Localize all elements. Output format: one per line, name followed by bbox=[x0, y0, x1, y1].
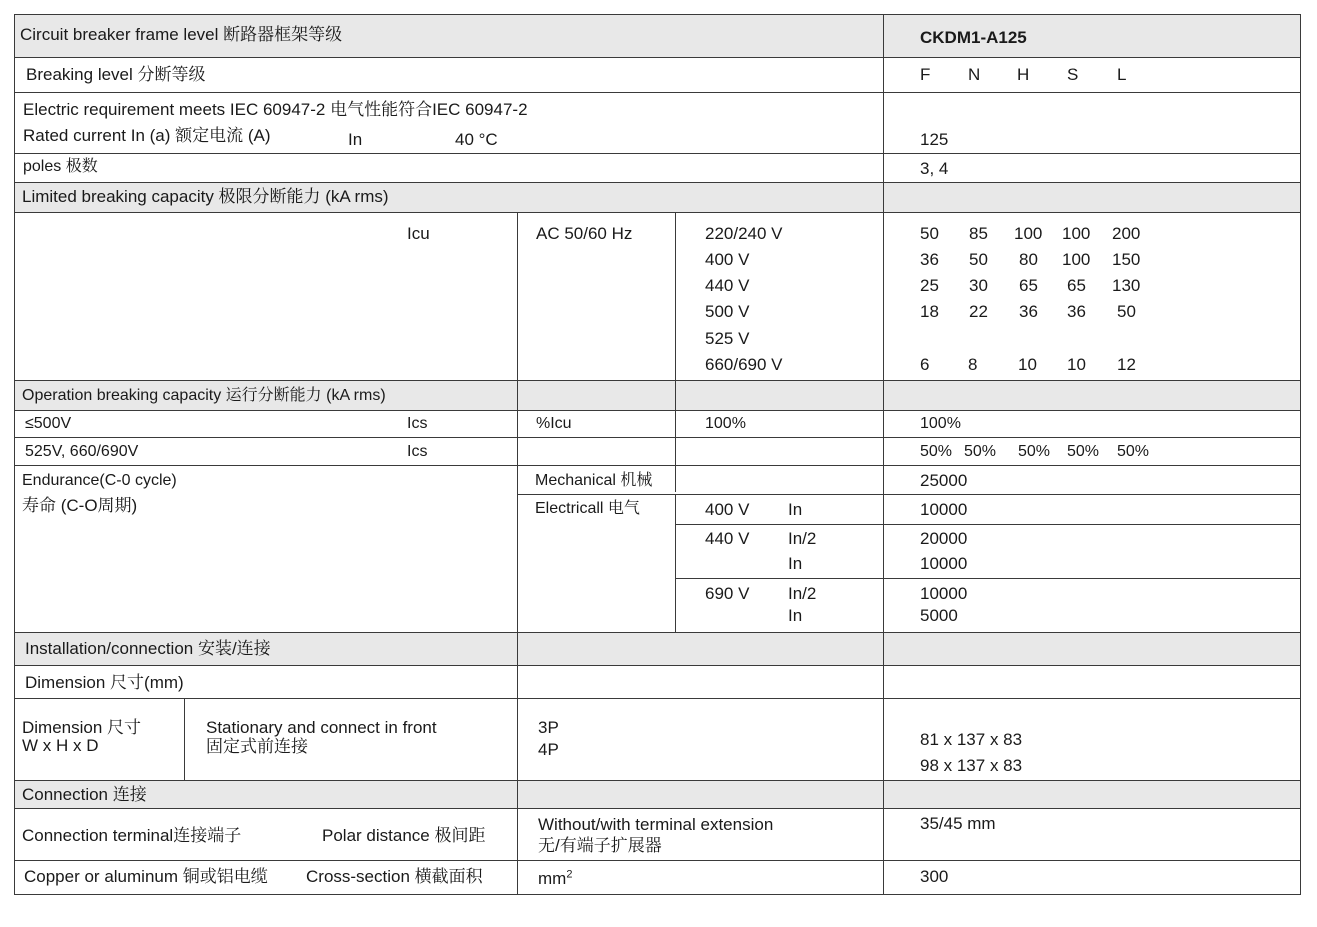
cross-section-label: Cross-section 横截面积 bbox=[306, 867, 483, 886]
electrical-label: Electricall 电气 bbox=[535, 500, 640, 517]
h-line bbox=[14, 808, 1301, 809]
endurance-v440-in-value: 10000 bbox=[920, 554, 968, 573]
ics-row2-value: 50% bbox=[1018, 443, 1051, 460]
h-line bbox=[14, 14, 1301, 15]
icu-value: 65 bbox=[1067, 276, 1086, 295]
endurance-v690-in: In bbox=[788, 606, 803, 625]
icu-value: 18 bbox=[920, 302, 939, 321]
h-line bbox=[14, 182, 1301, 183]
endurance-v400-value: 10000 bbox=[920, 500, 968, 519]
icu-value: 6 bbox=[920, 355, 930, 374]
icu-value: 65 bbox=[1019, 276, 1038, 295]
icu-value: 10 bbox=[1067, 355, 1086, 374]
voltage: 660/690 V bbox=[705, 355, 783, 374]
rated-current-label: Rated current In (a) 额定电流 (A) bbox=[23, 126, 271, 145]
icu-value: 100 bbox=[1062, 250, 1091, 269]
h-line bbox=[14, 780, 1301, 781]
connection-row-bg bbox=[14, 780, 1301, 808]
breaking-level-F: F bbox=[920, 65, 931, 84]
ics-row1-pct: 100% bbox=[705, 415, 746, 432]
h-line bbox=[675, 578, 1301, 579]
poles-value: 3, 4 bbox=[920, 159, 949, 178]
operation-breaking-label: Operation breaking capacity 运行分断能力 (kA rms) bbox=[22, 387, 386, 404]
dimension-desc-line2: 固定式前连接 bbox=[206, 737, 308, 756]
icu-value: 36 bbox=[920, 250, 939, 269]
rated-current-in: In bbox=[348, 130, 363, 149]
ics-row2-value: 50% bbox=[1117, 443, 1150, 460]
cross-section-value: 300 bbox=[920, 867, 949, 886]
icu-value: 30 bbox=[969, 276, 988, 295]
v-line bbox=[184, 698, 185, 780]
icu-value: 200 bbox=[1112, 224, 1141, 243]
dimension-label-line1: Dimension 尺寸 bbox=[22, 718, 142, 737]
endurance-v690-in2: In/2 bbox=[788, 584, 817, 603]
ics-row2-value: 50% bbox=[920, 443, 953, 460]
terminal-extension-line1: Without/with terminal extension bbox=[538, 815, 774, 834]
polar-distance-label: Polar distance 极间距 bbox=[322, 826, 486, 845]
h-line bbox=[14, 437, 1301, 438]
h-line bbox=[14, 860, 1301, 861]
h-line bbox=[14, 632, 1301, 633]
icu-value: 50 bbox=[920, 224, 939, 243]
cross-section-unit-base: mm bbox=[538, 869, 567, 888]
ics-row2-label: 525V, 660/690V bbox=[25, 443, 139, 460]
ics-row1-unit: %Icu bbox=[536, 415, 572, 432]
dimension-label-line2: W x H x D bbox=[22, 736, 99, 755]
icu-value: 36 bbox=[1067, 302, 1086, 321]
v-line bbox=[675, 212, 676, 492]
ics-row2-ics: Ics bbox=[407, 443, 428, 460]
h-line bbox=[14, 465, 1301, 466]
electric-requirement: Electric requirement meets IEC 60947-2 电气性能符合IEC 60947-2 bbox=[23, 100, 528, 119]
icu-value: 22 bbox=[969, 302, 988, 321]
voltage: 500 V bbox=[705, 302, 750, 321]
mechanical-value: 25000 bbox=[920, 471, 968, 490]
dimension-4p-value: 98 x 137 x 83 bbox=[920, 756, 1023, 775]
h-line bbox=[14, 153, 1301, 154]
endurance-v440-in2-value: 20000 bbox=[920, 529, 968, 548]
h-line bbox=[14, 698, 1301, 699]
endurance-v690-in2-value: 10000 bbox=[920, 584, 968, 603]
endurance-v690: 690 V bbox=[705, 584, 750, 603]
terminal-extension-line2: 无/有端子扩展器 bbox=[538, 836, 662, 855]
cross-section-unit-exponent: 2 bbox=[566, 868, 573, 881]
dimension-3p: 3P bbox=[538, 718, 559, 737]
endurance-v400: 400 V bbox=[705, 500, 750, 519]
icu-value: 85 bbox=[969, 224, 988, 243]
voltage: 400 V bbox=[705, 250, 750, 269]
v-line bbox=[675, 494, 676, 632]
endurance-label-cn: 寿命 (C-O周期) bbox=[22, 496, 138, 515]
rated-current-temperature: 40 °C bbox=[455, 130, 498, 149]
v-line bbox=[14, 14, 15, 895]
h-line bbox=[675, 524, 1301, 525]
icu-value: 12 bbox=[1117, 355, 1136, 374]
endurance-v440: 440 V bbox=[705, 529, 750, 548]
h-line bbox=[14, 57, 1301, 58]
cable-material-label: Copper or aluminum 铜或铝电缆 bbox=[24, 867, 268, 886]
cross-section-unit bbox=[538, 869, 572, 889]
endurance-v400-in: In bbox=[788, 500, 803, 519]
endurance-v690-in-value: 5000 bbox=[920, 606, 958, 625]
h-line bbox=[14, 212, 1301, 213]
icu-value: 150 bbox=[1112, 250, 1141, 269]
installation-label: Installation/connection 安装/连接 bbox=[25, 639, 271, 658]
dimension-header: Dimension 尺寸(mm) bbox=[25, 673, 184, 692]
icu-value: 130 bbox=[1112, 276, 1141, 295]
ac-frequency: AC 50/60 Hz bbox=[536, 224, 633, 243]
breaking-level-L: L bbox=[1117, 65, 1127, 84]
icu-label: Icu bbox=[407, 224, 430, 243]
breaking-level-label: Breaking level 分断等级 bbox=[26, 65, 206, 84]
icu-value: 80 bbox=[1019, 250, 1038, 269]
icu-value: 10 bbox=[1018, 355, 1037, 374]
breaking-level-N: N bbox=[968, 65, 981, 84]
voltage: 220/240 V bbox=[705, 224, 783, 243]
ics-row2-value: 50% bbox=[964, 443, 997, 460]
h-line bbox=[14, 380, 1301, 381]
mechanical-label: Mechanical 机械 bbox=[535, 472, 653, 489]
h-line bbox=[14, 665, 1301, 666]
ics-row1-label: ≤500V bbox=[25, 415, 72, 432]
voltage: 440 V bbox=[705, 276, 750, 295]
ics-row1-value: 100% bbox=[920, 415, 961, 432]
dimension-4p: 4P bbox=[538, 740, 559, 759]
connection-terminal-label: Connection terminal连接端子 bbox=[22, 826, 242, 845]
frame-level-label: Circuit breaker frame level 断路器框架等级 bbox=[20, 25, 343, 44]
h-line bbox=[14, 410, 1301, 411]
v-line bbox=[1300, 14, 1301, 895]
icu-value: 50 bbox=[1117, 302, 1136, 321]
dimension-3p-value: 81 x 137 x 83 bbox=[920, 730, 1023, 749]
connection-label: Connection 连接 bbox=[22, 785, 147, 804]
icu-value: 50 bbox=[969, 250, 988, 269]
endurance-v440-in: In bbox=[788, 554, 803, 573]
v-line bbox=[883, 14, 884, 895]
rated-current-value: 125 bbox=[920, 130, 949, 149]
voltage: 525 V bbox=[705, 329, 750, 348]
icu-value: 36 bbox=[1019, 302, 1038, 321]
icu-value: 100 bbox=[1062, 224, 1091, 243]
breaking-level-S: S bbox=[1067, 65, 1079, 84]
limited-breaking-label: Limited breaking capacity 极限分断能力 (kA rms) bbox=[22, 187, 389, 206]
v-line bbox=[517, 212, 518, 895]
h-line bbox=[517, 494, 1301, 495]
h-line bbox=[14, 92, 1301, 93]
terminal-extension-value: 35/45 mm bbox=[920, 814, 996, 833]
endurance-label-en: Endurance(C-0 cycle) bbox=[22, 472, 177, 489]
icu-value: 100 bbox=[1014, 224, 1043, 243]
breaking-level-H: H bbox=[1017, 65, 1030, 84]
frame-level-value: CKDM1-A125 bbox=[920, 28, 1027, 47]
endurance-v440-in2: In/2 bbox=[788, 529, 817, 548]
ics-row2-value: 50% bbox=[1067, 443, 1100, 460]
h-line bbox=[14, 894, 1301, 895]
icu-value: 8 bbox=[968, 355, 978, 374]
dimension-desc-line1: Stationary and connect in front bbox=[206, 718, 437, 737]
poles-label: poles 极数 bbox=[23, 158, 98, 175]
ics-row1-ics: Ics bbox=[407, 415, 428, 432]
icu-value: 25 bbox=[920, 276, 939, 295]
